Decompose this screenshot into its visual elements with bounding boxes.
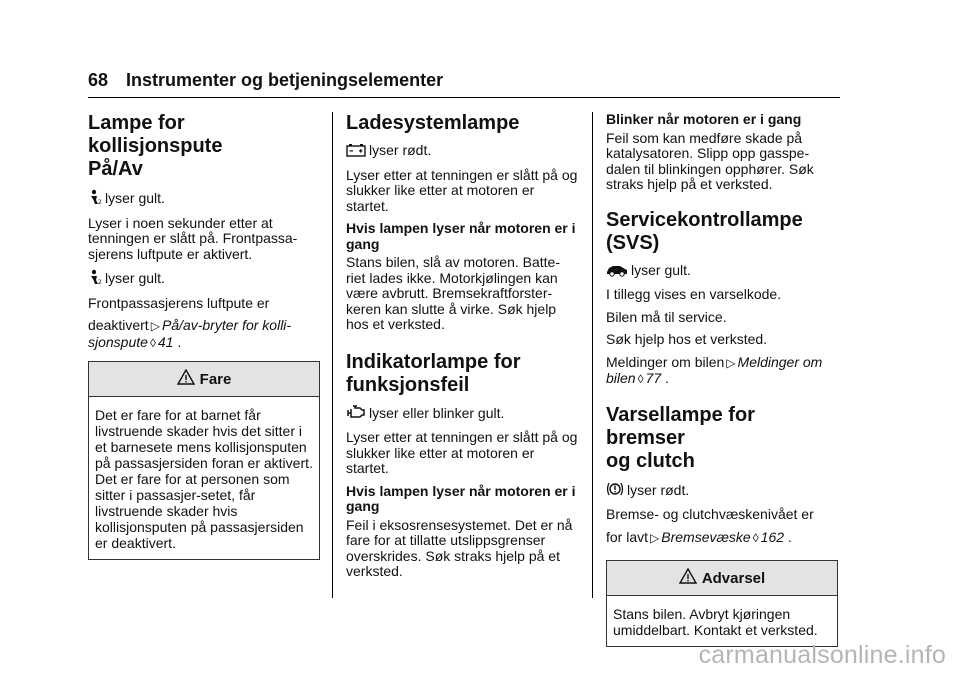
paragraph: Frontpassasjerens luftpute er — [88, 294, 270, 311]
paragraph: Stans bilen, slå av motoren. Batte-riet lades ikke. Motorkjølingen kan være avbrutt. Bremsekraftforster-keren kan slutte å virke. Søk hjelp hos et verksted. — [346, 254, 560, 332]
cross-reference-icon: ▷ — [150, 319, 160, 333]
paragraph: Meldinger om bilen ▷ Meldinger om bilen ◊ 77 . — [606, 353, 823, 386]
section-heading-brakes: Varsellampe for bremser og clutch — [606, 403, 755, 472]
subheading: Blinker når motoren er i gang — [606, 111, 802, 127]
battery-icon — [346, 143, 366, 161]
warning-icon — [177, 369, 195, 389]
page-reference[interactable]: 77 — [645, 370, 662, 386]
page-header — [88, 70, 443, 91]
box-header: Fare — [89, 362, 319, 397]
column-2 — [346, 112, 578, 587]
cross-reference-link[interactable]: Meldinger om bilen — [606, 353, 823, 386]
warning-box — [606, 560, 838, 647]
page-number: 68 — [88, 70, 109, 90]
engine-icon — [346, 405, 366, 424]
subheading: Hvis lampen lyser når motoren er i gang — [346, 220, 576, 252]
warning-icon — [679, 568, 697, 588]
section-heading-service: Servicekontrollampe (SVS) — [606, 208, 803, 254]
cross-reference-icon: ▷ — [650, 530, 660, 545]
chapter-title: Instrumenter og betjeningselementer — [126, 70, 444, 90]
paragraph: deaktivert ▷ På/av-bryter for kolli-sjonspute ◊ 41 . — [88, 317, 292, 350]
box-text: Det er fare for at barnet får livstruende skader hvis det sitter i et barnesete mens kollisjonsputen på passasjersiden foran er aktivert. Det er fare for at personen som sitter i passasjer-setet, får livstruende skader hvis kollisjonsputen på passasjersiden er deaktivert. — [95, 407, 313, 551]
paragraph: for lavt ▷ Bremsevæske ◊ 162 . — [606, 528, 792, 545]
page-reference[interactable]: 41 — [157, 333, 174, 350]
box-header: Advarsel — [607, 561, 837, 596]
paragraph: I tillegg vises en varselkode. — [606, 286, 782, 302]
paragraph: Bremse- og clutchvæskenivået er — [606, 506, 814, 522]
paragraph: lyser gult. — [606, 263, 838, 281]
page-ref-icon: ◊ — [637, 372, 644, 386]
airbag-on-icon — [88, 269, 102, 289]
paragraph: Lyser etter at tenningen er slått på og slukker like etter at motoren er startet. — [346, 429, 578, 476]
paragraph: 2 lyser gult. — [88, 189, 320, 209]
column-divider — [592, 112, 593, 598]
paragraph: Lyser etter at tenningen er slått på og slukker like etter at motoren er startet. — [346, 166, 578, 214]
paragraph: Feil som kan medføre skade på katalysatoren. Slipp opp gasspe-dalen til blinkingen opphører. Søk straks hjelp på et verksted. — [606, 129, 814, 192]
subheading: Hvis lampen lyser når motoren er i gang — [346, 482, 576, 514]
svg-text:2: 2 — [98, 279, 102, 285]
paragraph: Bilen må til service. — [606, 308, 727, 325]
section-heading-charging: Ladesystemlampe — [346, 112, 520, 134]
section-heading-airbag: Lampe for kollisjonspute På/Av — [88, 112, 223, 180]
cross-reference-link[interactable]: Bremsevæske — [661, 528, 751, 545]
airbag-off-icon — [88, 189, 102, 209]
paragraph: lyser rødt. — [346, 143, 578, 161]
svg-text:2: 2 — [98, 199, 102, 205]
paragraph: Lyser i noen sekunder etter at tenningen er slått på. Frontpassa-sjerens luftpute er aktivert. — [88, 214, 298, 262]
paragraph: Søk hjelp hos et verksted. — [606, 331, 768, 347]
header-rule — [88, 97, 840, 98]
page-ref-icon: ◊ — [149, 335, 156, 350]
paragraph: 2 lyser gult. — [88, 269, 320, 289]
page-ref-icon: ◊ — [752, 530, 759, 545]
service-car-icon — [606, 263, 628, 281]
paragraph: Feil i eksosrensesystemet. Det er nå fare for at tillatte utslippsgrenser overskrides. Søk straks hjelp på et verksted. — [346, 516, 573, 579]
page-reference[interactable]: 162 — [760, 528, 785, 545]
section-heading-malfunction: Indikatorlampe for funksjonsfeil — [346, 350, 521, 396]
column-3 — [606, 112, 838, 647]
box-text: Stans bilen. Avbryt kjøringen umiddelbart. Kontakt et verksted. — [613, 606, 818, 638]
cross-reference-link[interactable]: På/av-bryter for kolli-sjonspute — [88, 317, 292, 350]
brake-warning-icon — [606, 481, 624, 501]
paragraph: lyser rødt. — [606, 481, 838, 501]
cross-reference-icon: ▷ — [726, 355, 736, 370]
watermark: carmanualsonline.info — [698, 641, 946, 669]
column-1 — [88, 112, 320, 560]
paragraph: lyser eller blinker gult. — [346, 405, 578, 424]
danger-box — [88, 361, 320, 560]
column-divider — [332, 112, 333, 598]
